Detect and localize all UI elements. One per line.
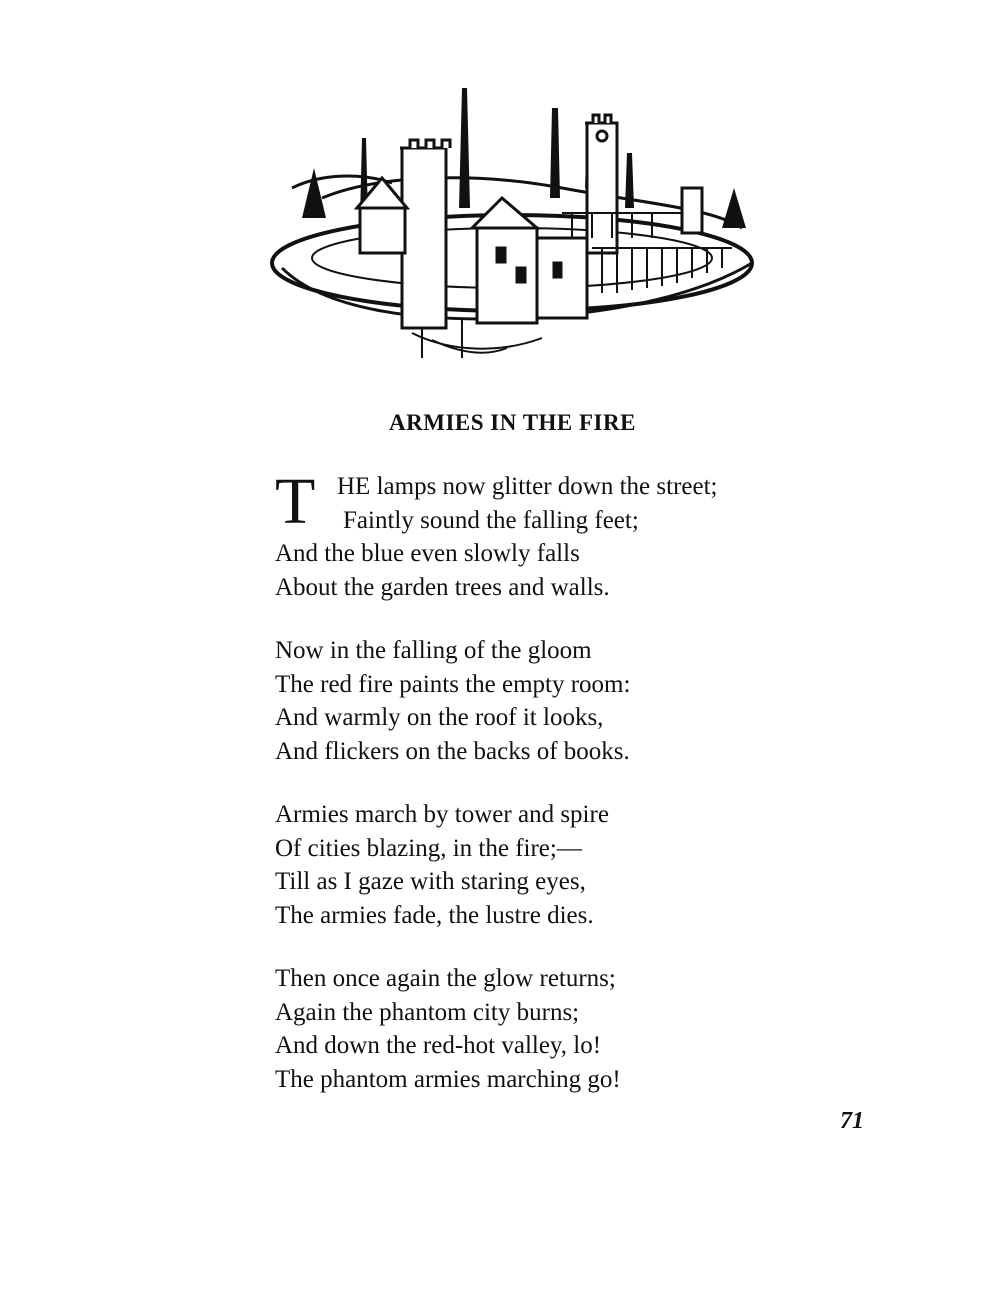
drop-cap: T — [275, 465, 316, 538]
poem-line: Of cities blazing, in the fire;— — [275, 834, 582, 862]
poem-line: The armies fade, the lustre dies. — [275, 901, 594, 929]
stanza-3 — [275, 798, 835, 932]
poem-line: The phantom armies marching go! — [275, 1065, 621, 1093]
poem-line: T HE lamps now glitter down the street; — [275, 465, 718, 538]
poem-line: Till as I gaze with staring eyes, — [275, 868, 586, 895]
castle-city-illustration — [262, 78, 762, 368]
poem-line: The red fire paints the empty room: — [275, 670, 631, 698]
poem-line: Faintly sound the falling feet; — [343, 506, 639, 534]
poem-line: About the garden trees and walls. — [275, 573, 610, 601]
poem-line: Now in the falling of the gloom — [275, 637, 592, 664]
stanza-1 — [275, 465, 835, 604]
poem-line: And down the red-hot valley, lo! — [275, 1032, 602, 1059]
page-number: 71 — [840, 1108, 864, 1134]
poem-line: Then once again the glow returns; — [275, 965, 616, 992]
poem-line: And the blue even slowly falls — [275, 540, 580, 567]
poem-line: Armies march by tower and spire — [275, 801, 609, 828]
poem-line: Again the phantom city burns; — [275, 998, 580, 1026]
poem-line: And warmly on the roof it looks, — [275, 704, 604, 731]
stanza-2 — [275, 634, 835, 768]
stanza-4 — [275, 962, 835, 1096]
poem-line: And flickers on the backs of books. — [275, 737, 630, 765]
poem-title: ARMIES IN THE FIRE — [389, 410, 636, 435]
poem-body — [275, 465, 835, 1126]
